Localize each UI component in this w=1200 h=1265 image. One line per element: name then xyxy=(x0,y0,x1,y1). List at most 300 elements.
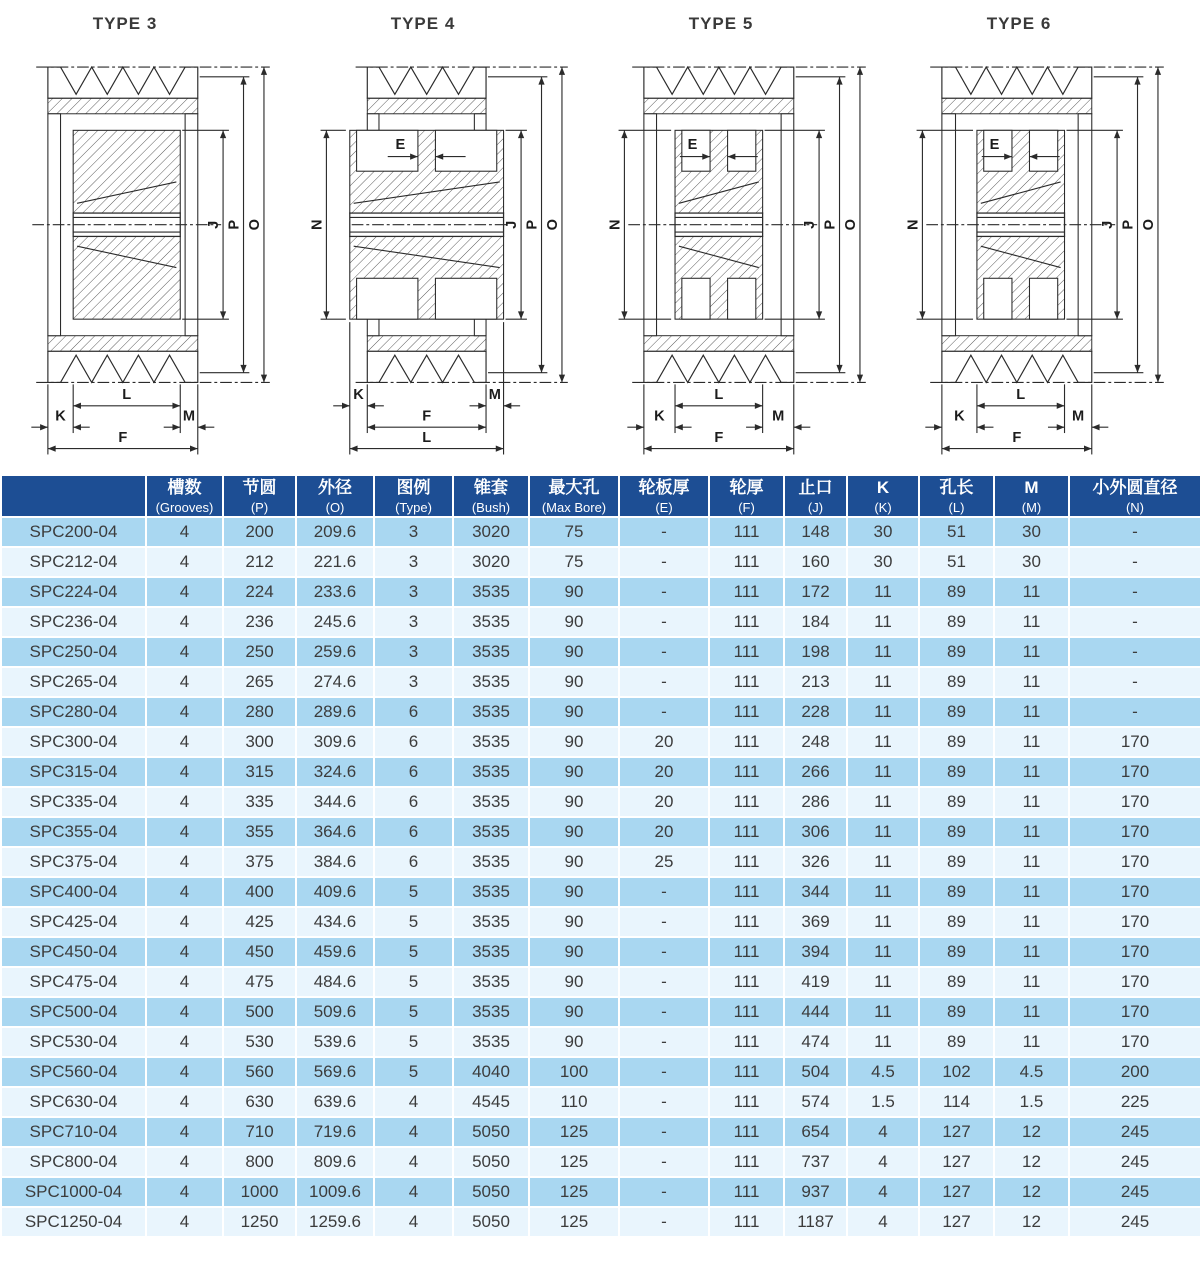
cell: 4 xyxy=(146,1177,223,1207)
cell: 274.6 xyxy=(296,667,374,697)
cell: 127 xyxy=(919,1117,994,1147)
column-header-p: 节圆 (P) xyxy=(223,475,296,517)
cell: 3 xyxy=(374,607,453,637)
cell: 228 xyxy=(784,697,847,727)
cell: - xyxy=(619,1177,709,1207)
cell: 3535 xyxy=(453,667,529,697)
cell: 504 xyxy=(784,1057,847,1087)
cell: 4 xyxy=(146,607,223,637)
cell: 3535 xyxy=(453,757,529,787)
cell: 289.6 xyxy=(296,697,374,727)
cell: 89 xyxy=(919,607,994,637)
cell: 11 xyxy=(847,877,919,907)
cell: - xyxy=(619,937,709,967)
spec-table-body xyxy=(1,517,1200,1237)
dim-label-l: L xyxy=(1016,386,1026,403)
table-row xyxy=(1,757,1200,787)
cell: 111 xyxy=(709,907,784,937)
cell: 30 xyxy=(847,517,919,547)
cell: - xyxy=(619,607,709,637)
cell: 170 xyxy=(1069,787,1200,817)
table-row xyxy=(1,667,1200,697)
cell: 245 xyxy=(1069,1207,1200,1237)
cell: 170 xyxy=(1069,757,1200,787)
cell: 1187 xyxy=(784,1207,847,1237)
cell-model: SPC1250-04 xyxy=(1,1207,146,1237)
cell: 20 xyxy=(619,727,709,757)
cell: - xyxy=(619,577,709,607)
cell: - xyxy=(619,547,709,577)
cell-model: SPC630-04 xyxy=(1,1087,146,1117)
dim-label-j: J xyxy=(206,220,223,229)
cell: 12 xyxy=(994,1147,1069,1177)
cell: 90 xyxy=(529,697,619,727)
cell: - xyxy=(619,1147,709,1177)
cell: 184 xyxy=(784,607,847,637)
cell-model: SPC236-04 xyxy=(1,607,146,637)
cell-model: SPC1000-04 xyxy=(1,1177,146,1207)
cell: - xyxy=(619,1117,709,1147)
dim-label-p: P xyxy=(822,219,839,230)
cell: 654 xyxy=(784,1117,847,1147)
cell: 111 xyxy=(709,877,784,907)
cell: 574 xyxy=(784,1087,847,1117)
cell: 4.5 xyxy=(994,1057,1069,1087)
cell: 125 xyxy=(529,1177,619,1207)
cell: 11 xyxy=(847,967,919,997)
cell: 200 xyxy=(1069,1057,1200,1087)
cell-model: SPC315-04 xyxy=(1,757,146,787)
dim-label-m: M xyxy=(182,408,196,425)
cell: 344 xyxy=(784,877,847,907)
cell: 4040 xyxy=(453,1057,529,1087)
cell: 90 xyxy=(529,667,619,697)
cell: 12 xyxy=(994,1207,1069,1237)
cell: 475 xyxy=(223,967,296,997)
cell: 170 xyxy=(1069,817,1200,847)
cell: 90 xyxy=(529,757,619,787)
cell: 89 xyxy=(919,907,994,937)
cell: 25 xyxy=(619,847,709,877)
column-header-grooves: 槽数 (Grooves) xyxy=(146,475,223,517)
cell: 266 xyxy=(784,757,847,787)
cell: 5050 xyxy=(453,1117,529,1147)
cell: 6 xyxy=(374,787,453,817)
cell: 11 xyxy=(847,937,919,967)
cell: - xyxy=(619,517,709,547)
cell: 306 xyxy=(784,817,847,847)
cell: 4 xyxy=(146,967,223,997)
cell: 5 xyxy=(374,937,453,967)
cell: 30 xyxy=(994,517,1069,547)
cell: 1250 xyxy=(223,1207,296,1237)
cell: 4 xyxy=(847,1117,919,1147)
cell: 5 xyxy=(374,967,453,997)
cell: 111 xyxy=(709,787,784,817)
table-row xyxy=(1,1147,1200,1177)
table-row xyxy=(1,1177,1200,1207)
cell: 4 xyxy=(146,697,223,727)
cell: 259.6 xyxy=(296,637,374,667)
cell-model: SPC800-04 xyxy=(1,1147,146,1177)
cell: 11 xyxy=(847,787,919,817)
dim-label-f: F xyxy=(422,408,432,425)
cell: 90 xyxy=(529,577,619,607)
cell: 3535 xyxy=(453,1027,529,1057)
cell: 1009.6 xyxy=(296,1177,374,1207)
cell: 89 xyxy=(919,577,994,607)
table-row xyxy=(1,1057,1200,1087)
cell: 355 xyxy=(223,817,296,847)
cell: 6 xyxy=(374,847,453,877)
pulley-drawing-type-3 xyxy=(7,36,299,468)
pulley-diagram-type-6 xyxy=(898,6,1196,474)
cell: 212 xyxy=(223,547,296,577)
diagram-title: TYPE 6 xyxy=(986,14,1052,33)
cell: 800 xyxy=(223,1147,296,1177)
cell: 170 xyxy=(1069,847,1200,877)
cell: - xyxy=(1069,517,1200,547)
cell: 3 xyxy=(374,517,453,547)
cell: 170 xyxy=(1069,877,1200,907)
table-row xyxy=(1,967,1200,997)
cell: 11 xyxy=(994,757,1069,787)
cell: 90 xyxy=(529,997,619,1027)
cell: - xyxy=(1069,577,1200,607)
table-row xyxy=(1,1087,1200,1117)
cell: 127 xyxy=(919,1147,994,1177)
cell: 111 xyxy=(709,547,784,577)
cell: 111 xyxy=(709,607,784,637)
cell: 12 xyxy=(994,1177,1069,1207)
cell: 170 xyxy=(1069,937,1200,967)
cell: 4 xyxy=(146,517,223,547)
cell-model: SPC250-04 xyxy=(1,637,146,667)
cell: - xyxy=(619,1057,709,1087)
cell: 111 xyxy=(709,637,784,667)
cell: 3535 xyxy=(453,697,529,727)
dim-label-m: M xyxy=(488,386,501,403)
cell: 11 xyxy=(994,877,1069,907)
cell: 4 xyxy=(374,1147,453,1177)
cell: 90 xyxy=(529,727,619,757)
cell: 3535 xyxy=(453,877,529,907)
cell: 111 xyxy=(709,517,784,547)
cell: 111 xyxy=(709,1207,784,1237)
cell-model: SPC280-04 xyxy=(1,697,146,727)
cell: - xyxy=(619,1207,709,1237)
diagram-title: TYPE 3 xyxy=(92,14,158,33)
cell: 4 xyxy=(374,1207,453,1237)
cell: 286 xyxy=(784,787,847,817)
cell: 89 xyxy=(919,847,994,877)
cell-model: SPC400-04 xyxy=(1,877,146,907)
cell: 172 xyxy=(784,577,847,607)
cell: 111 xyxy=(709,997,784,1027)
cell: 11 xyxy=(994,937,1069,967)
cell-model: SPC200-04 xyxy=(1,517,146,547)
cell: 4 xyxy=(146,937,223,967)
cell: 409.6 xyxy=(296,877,374,907)
cell: 170 xyxy=(1069,907,1200,937)
cell: 170 xyxy=(1069,967,1200,997)
cell: 3535 xyxy=(453,787,529,817)
cell: 51 xyxy=(919,547,994,577)
cell: 11 xyxy=(847,907,919,937)
cell-model: SPC530-04 xyxy=(1,1027,146,1057)
cell: 4 xyxy=(146,907,223,937)
cell: 89 xyxy=(919,667,994,697)
cell: 111 xyxy=(709,1087,784,1117)
column-header-f: 轮厚 (F) xyxy=(709,475,784,517)
cell: 11 xyxy=(847,577,919,607)
cell: - xyxy=(619,637,709,667)
table-row xyxy=(1,547,1200,577)
cell: 3535 xyxy=(453,607,529,637)
cell: 5050 xyxy=(453,1207,529,1237)
cell: 89 xyxy=(919,697,994,727)
cell: 111 xyxy=(709,727,784,757)
dim-label-k: K xyxy=(654,408,665,425)
cell: 20 xyxy=(619,787,709,817)
cell: 89 xyxy=(919,937,994,967)
cell: 4 xyxy=(146,1027,223,1057)
cell: - xyxy=(1069,667,1200,697)
cell: 51 xyxy=(919,517,994,547)
dim-label-o: O xyxy=(1141,219,1158,231)
cell: 209.6 xyxy=(296,517,374,547)
cell: 5050 xyxy=(453,1177,529,1207)
column-header-j: 止口 (J) xyxy=(784,475,847,517)
table-row xyxy=(1,727,1200,757)
spec-table xyxy=(0,474,1200,1238)
cell: 937 xyxy=(784,1177,847,1207)
cell: 89 xyxy=(919,997,994,1027)
diagram-title: TYPE 4 xyxy=(390,14,456,33)
cell: 127 xyxy=(919,1177,994,1207)
cell: 89 xyxy=(919,637,994,667)
cell: 639.6 xyxy=(296,1087,374,1117)
cell: 90 xyxy=(529,607,619,637)
column-header-m: M (M) xyxy=(994,475,1069,517)
cell: 335 xyxy=(223,787,296,817)
cell-model: SPC212-04 xyxy=(1,547,146,577)
dim-label-p: P xyxy=(1120,219,1137,230)
cell: 11 xyxy=(847,757,919,787)
cell-model: SPC450-04 xyxy=(1,937,146,967)
cell: 11 xyxy=(994,787,1069,817)
diagrams-section xyxy=(0,0,1200,474)
dim-label-j: J xyxy=(1100,220,1117,229)
dim-label-n: N xyxy=(309,219,326,231)
cell: 4 xyxy=(146,1087,223,1117)
cell: 11 xyxy=(994,727,1069,757)
cell: 11 xyxy=(847,637,919,667)
cell: - xyxy=(1069,547,1200,577)
cell: 5 xyxy=(374,907,453,937)
cell: 148 xyxy=(784,517,847,547)
cell: 250 xyxy=(223,637,296,667)
cell: 3020 xyxy=(453,517,529,547)
cell: - xyxy=(619,1087,709,1117)
table-row xyxy=(1,787,1200,817)
cell: 400 xyxy=(223,877,296,907)
table-row xyxy=(1,847,1200,877)
cell: 11 xyxy=(847,727,919,757)
cell: 233.6 xyxy=(296,577,374,607)
cell: 170 xyxy=(1069,997,1200,1027)
cell: 324.6 xyxy=(296,757,374,787)
cell: 3 xyxy=(374,667,453,697)
cell: 4 xyxy=(146,1207,223,1237)
table-row xyxy=(1,997,1200,1027)
cell: 4 xyxy=(847,1207,919,1237)
cell: 369 xyxy=(784,907,847,937)
cell: 11 xyxy=(994,1027,1069,1057)
cell: 11 xyxy=(847,997,919,1027)
cell: 450 xyxy=(223,937,296,967)
cell: 90 xyxy=(529,877,619,907)
cell: 125 xyxy=(529,1117,619,1147)
cell: - xyxy=(619,907,709,937)
cell: 3 xyxy=(374,637,453,667)
cell: 89 xyxy=(919,1027,994,1057)
table-row xyxy=(1,637,1200,667)
pulley-diagram-type-3 xyxy=(4,6,302,474)
cell: 3020 xyxy=(453,547,529,577)
cell: - xyxy=(619,667,709,697)
cell: 89 xyxy=(919,967,994,997)
column-header-e: 轮板厚 (E) xyxy=(619,475,709,517)
cell: 221.6 xyxy=(296,547,374,577)
cell: 111 xyxy=(709,967,784,997)
cell: 3535 xyxy=(453,727,529,757)
cell: 100 xyxy=(529,1057,619,1087)
table-row xyxy=(1,907,1200,937)
column-header-blank xyxy=(1,475,146,517)
cell-model: SPC335-04 xyxy=(1,787,146,817)
cell: 474 xyxy=(784,1027,847,1057)
cell: 111 xyxy=(709,1177,784,1207)
cell: 315 xyxy=(223,757,296,787)
table-row xyxy=(1,1207,1200,1237)
cell: - xyxy=(619,997,709,1027)
cell: 125 xyxy=(529,1147,619,1177)
cell: 90 xyxy=(529,967,619,997)
dim-label-o: O xyxy=(247,219,264,231)
cell: 127 xyxy=(919,1207,994,1237)
dim-label-p: P xyxy=(226,219,243,230)
cell: 3 xyxy=(374,547,453,577)
cell: 4 xyxy=(146,637,223,667)
cell: 419 xyxy=(784,967,847,997)
cell: 4 xyxy=(146,1147,223,1177)
cell: 11 xyxy=(994,997,1069,1027)
column-header-n: 小外圆直径 (N) xyxy=(1069,475,1200,517)
cell-model: SPC475-04 xyxy=(1,967,146,997)
cell: 6 xyxy=(374,817,453,847)
cell: 90 xyxy=(529,1027,619,1057)
pulley-drawing-type-6 xyxy=(901,36,1193,468)
cell: 364.6 xyxy=(296,817,374,847)
cell: 444 xyxy=(784,997,847,1027)
cell: 4 xyxy=(146,667,223,697)
cell: 280 xyxy=(223,697,296,727)
cell: 89 xyxy=(919,727,994,757)
cell: 4 xyxy=(847,1177,919,1207)
cell: 560 xyxy=(223,1057,296,1087)
cell: 75 xyxy=(529,517,619,547)
cell: 569.6 xyxy=(296,1057,374,1087)
table-row xyxy=(1,577,1200,607)
dim-label-f: F xyxy=(1012,429,1022,446)
cell: 539.6 xyxy=(296,1027,374,1057)
cell: 300 xyxy=(223,727,296,757)
cell: 4 xyxy=(847,1147,919,1177)
cell: 4 xyxy=(146,727,223,757)
column-header-bush: 锥套 (Bush) xyxy=(453,475,529,517)
column-header-l: 孔长 (L) xyxy=(919,475,994,517)
cell: 384.6 xyxy=(296,847,374,877)
cell: 12 xyxy=(994,1117,1069,1147)
dim-label-n: N xyxy=(607,219,624,231)
cell: 30 xyxy=(847,547,919,577)
cell: 11 xyxy=(994,607,1069,637)
cell: 11 xyxy=(847,1027,919,1057)
table-row xyxy=(1,697,1200,727)
cell: 213 xyxy=(784,667,847,697)
cell: 11 xyxy=(994,667,1069,697)
cell: 245 xyxy=(1069,1117,1200,1147)
table-header-row xyxy=(1,475,1200,517)
cell: 500 xyxy=(223,997,296,1027)
cell: 309.6 xyxy=(296,727,374,757)
table-row xyxy=(1,517,1200,547)
cell: 245 xyxy=(1069,1177,1200,1207)
pulley-diagram-type-5 xyxy=(600,6,898,474)
cell: 11 xyxy=(847,817,919,847)
cell: 710 xyxy=(223,1117,296,1147)
cell: - xyxy=(619,697,709,727)
cell: 90 xyxy=(529,787,619,817)
cell: 1.5 xyxy=(847,1087,919,1117)
cell: 1.5 xyxy=(994,1087,1069,1117)
cell: 4 xyxy=(374,1117,453,1147)
pulley-drawing-type-4 xyxy=(305,36,597,468)
cell: 530 xyxy=(223,1027,296,1057)
dim-label-l: L xyxy=(122,386,132,403)
cell: 3535 xyxy=(453,817,529,847)
dim-label-e: E xyxy=(687,136,698,153)
spec-table-section xyxy=(0,474,1200,1238)
table-row xyxy=(1,937,1200,967)
cell: 265 xyxy=(223,667,296,697)
cell: 20 xyxy=(619,817,709,847)
cell: 737 xyxy=(784,1147,847,1177)
cell-model: SPC560-04 xyxy=(1,1057,146,1087)
cell: 11 xyxy=(994,817,1069,847)
cell: 110 xyxy=(529,1087,619,1117)
cell: 3535 xyxy=(453,577,529,607)
dim-label-o: O xyxy=(545,219,562,231)
cell: 30 xyxy=(994,547,1069,577)
cell-model: SPC224-04 xyxy=(1,577,146,607)
cell: 719.6 xyxy=(296,1117,374,1147)
diagram-title: TYPE 5 xyxy=(688,14,754,33)
cell: 170 xyxy=(1069,1027,1200,1057)
table-row xyxy=(1,1027,1200,1057)
cell: 11 xyxy=(847,607,919,637)
